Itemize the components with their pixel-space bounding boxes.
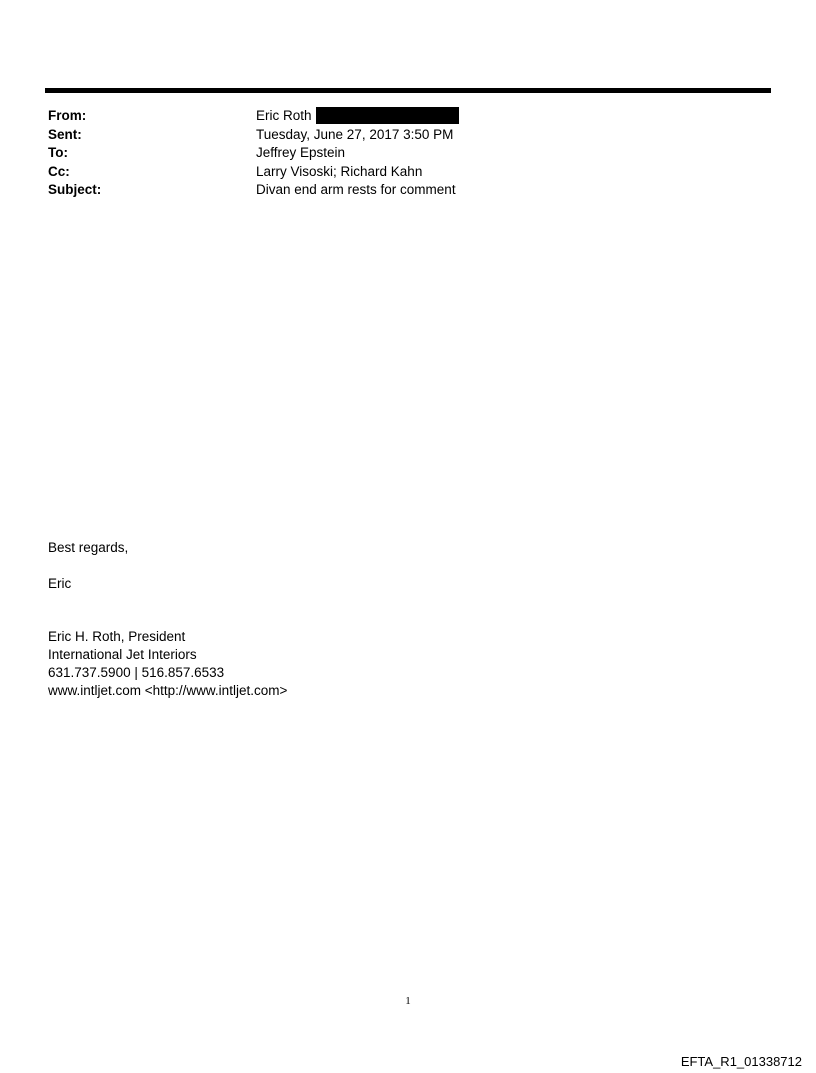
to-label: To:	[48, 145, 68, 160]
from-value	[256, 107, 748, 126]
closing-line: Best regards,	[48, 540, 129, 555]
to-row	[48, 144, 748, 163]
subject-value: Divan end arm rests for comment	[256, 182, 456, 197]
email-header	[48, 107, 748, 200]
sent-value: Tuesday, June 27, 2017 3:50 PM	[256, 126, 454, 142]
signature-phones: 631.737.5900 | 516.857.6533	[48, 665, 225, 680]
to-value: Jeffrey Epstein	[256, 145, 346, 160]
sent-label: Sent:	[48, 126, 82, 142]
cc-label: Cc:	[48, 163, 70, 179]
subject-label: Subject:	[48, 182, 102, 197]
signature-name-title: Eric H. Roth, President	[48, 629, 186, 644]
cc-row	[48, 163, 748, 182]
from-row	[48, 107, 748, 126]
signature-website: www.intljet.com <http://www.intljet.com>	[48, 683, 288, 698]
page-number: 1	[405, 995, 411, 1007]
sender-name: Eric	[48, 576, 72, 591]
header-divider	[45, 88, 771, 93]
signature-block	[48, 628, 287, 700]
sent-row	[48, 126, 748, 145]
subject-row	[48, 181, 748, 200]
cc-value: Larry Visoski; Richard Kahn	[256, 163, 423, 179]
redaction-block	[316, 107, 459, 124]
signature-company: International Jet Interiors	[48, 647, 197, 662]
document-id: EFTA_R1_01338712	[680, 1054, 802, 1069]
from-label: From:	[48, 108, 87, 123]
from-name: Eric Roth	[256, 108, 312, 123]
